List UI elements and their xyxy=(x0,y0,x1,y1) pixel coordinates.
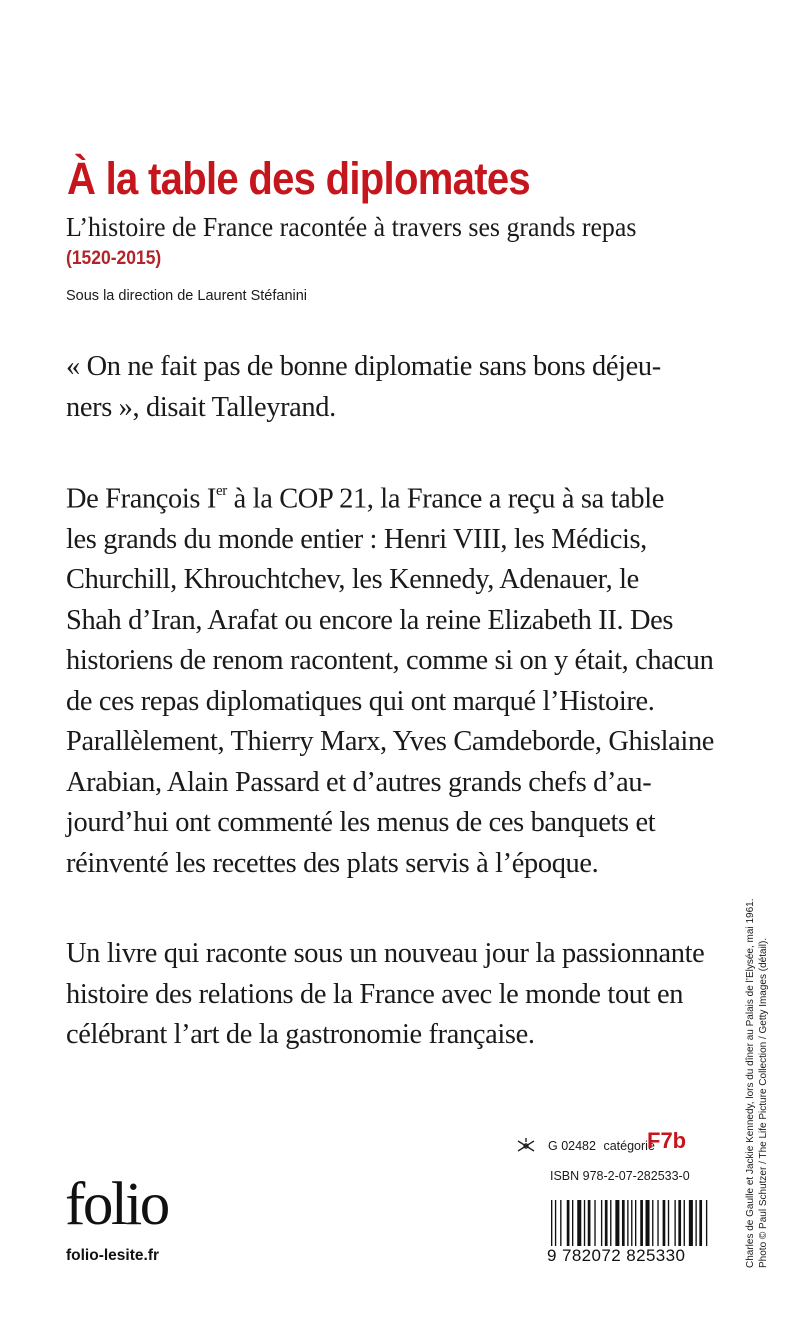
barcode-bar xyxy=(699,1200,702,1246)
book-title: À la table des diplomates xyxy=(67,153,530,204)
paragraph-line xyxy=(66,473,714,520)
paragraph-line: réinventé les recettes des plats servis à l’époque. xyxy=(66,847,599,879)
credit-line: Photo © Paul Schutzer / The Life Picture Collection / Getty Images (détail). xyxy=(758,937,769,1268)
paragraph-line: de ces repas diplomatiques qui ont marqué l’Histoire. xyxy=(66,685,655,717)
barcode-bar xyxy=(695,1200,696,1246)
photo-credit xyxy=(744,828,770,1268)
book-years: (1520-2015) xyxy=(66,248,162,269)
barcode-bar xyxy=(657,1200,658,1246)
barcode-bar xyxy=(567,1200,570,1246)
folio-logo: folio xyxy=(65,1171,168,1238)
paragraph-line: Un livre qui raconte sous un nouveau jour la passionnante xyxy=(66,938,705,969)
product-code: G 02482 xyxy=(548,1139,596,1153)
barcode-bar xyxy=(640,1200,643,1246)
barcode-digits: 9 782072 825330 xyxy=(547,1246,686,1265)
paragraph-line: historiens de renom racontent, comme si on y était, chacun xyxy=(66,645,714,677)
book-subtitle: L’histoire de France racontée à travers ses grands repas xyxy=(66,211,637,242)
barcode-bars xyxy=(547,1200,714,1248)
superscript: er xyxy=(215,483,227,499)
paragraph-line: Parallèlement, Thierry Marx, Yves Camdeborde, Ghislaine xyxy=(66,726,715,758)
code-row xyxy=(548,1139,655,1153)
paragraph-line: histoire des relations de la France avec le monde tout en xyxy=(66,978,684,1010)
folio-star-icon xyxy=(515,1137,537,1155)
editor-credit: Sous la direction de Laurent Stéfanini xyxy=(66,288,308,304)
category-label: catégorie xyxy=(603,1139,655,1153)
barcode-bar xyxy=(627,1200,628,1246)
line-prefix: De François I xyxy=(66,483,216,515)
publisher-website[interactable]: folio-lesite.fr xyxy=(66,1247,160,1264)
barcode-bar xyxy=(689,1200,693,1246)
barcode-bar xyxy=(678,1200,681,1246)
barcode-bar xyxy=(631,1200,632,1246)
description-paragraph xyxy=(66,473,714,884)
paragraph-line: « On ne fait pas de bonne diplomatie sans bons déjeu- xyxy=(66,351,661,382)
barcode-bar xyxy=(706,1200,707,1246)
barcode-bar xyxy=(674,1200,675,1246)
barcode-bar xyxy=(584,1200,585,1246)
barcode-bar xyxy=(601,1200,602,1246)
barcode-bar xyxy=(615,1200,619,1246)
barcode-bar xyxy=(588,1200,591,1246)
isbn-number: ISBN 978-2-07-282533-0 xyxy=(550,1169,690,1183)
barcode-bar xyxy=(551,1200,552,1246)
barcode-bar xyxy=(610,1200,611,1246)
barcode-bar xyxy=(560,1200,561,1246)
paragraph-line: les grands du monde entier : Henri VIII, les Médicis, xyxy=(66,523,647,555)
paragraph-line: Shah d’Iran, Arafat ou encore la reine Elizabeth II. Des xyxy=(66,604,674,636)
paragraph-line: Arabian, Alain Passard et d’autres grands chefs d’au- xyxy=(66,766,652,798)
barcode-bar xyxy=(635,1200,636,1246)
barcode-bar xyxy=(646,1200,650,1246)
paragraph-line: jourd’hui ont commenté les menus de ces banquets et xyxy=(66,807,656,839)
barcode-bar xyxy=(652,1200,653,1246)
barcode xyxy=(547,1200,714,1272)
paragraph-line: ners », disait Talleyrand. xyxy=(66,391,336,423)
quote-paragraph xyxy=(66,347,661,428)
barcode-bar xyxy=(605,1200,608,1246)
barcode-bar xyxy=(684,1200,685,1246)
line-suffix: à la COP 21, la France a reçu à sa table xyxy=(226,483,665,515)
barcode-bar xyxy=(577,1200,581,1246)
barcode-bar xyxy=(668,1200,669,1246)
barcode-bar xyxy=(572,1200,573,1246)
barcode-bar xyxy=(594,1200,595,1246)
paragraph-line: célébrant l’art de la gastronomie française. xyxy=(66,1019,535,1050)
paragraph-line: Churchill, Khrouchtchev, les Kennedy, Adenauer, le xyxy=(66,564,639,596)
barcode-bar xyxy=(555,1200,556,1246)
barcode-bar xyxy=(622,1200,625,1246)
closing-paragraph xyxy=(66,934,704,1056)
category-code: F7b xyxy=(647,1128,687,1153)
credit-line: Charles de Gaulle et Jackie Kennedy, lors du dîner au Palais de l’Elysée, mai 1961. xyxy=(745,898,756,1268)
barcode-bar xyxy=(663,1200,666,1246)
